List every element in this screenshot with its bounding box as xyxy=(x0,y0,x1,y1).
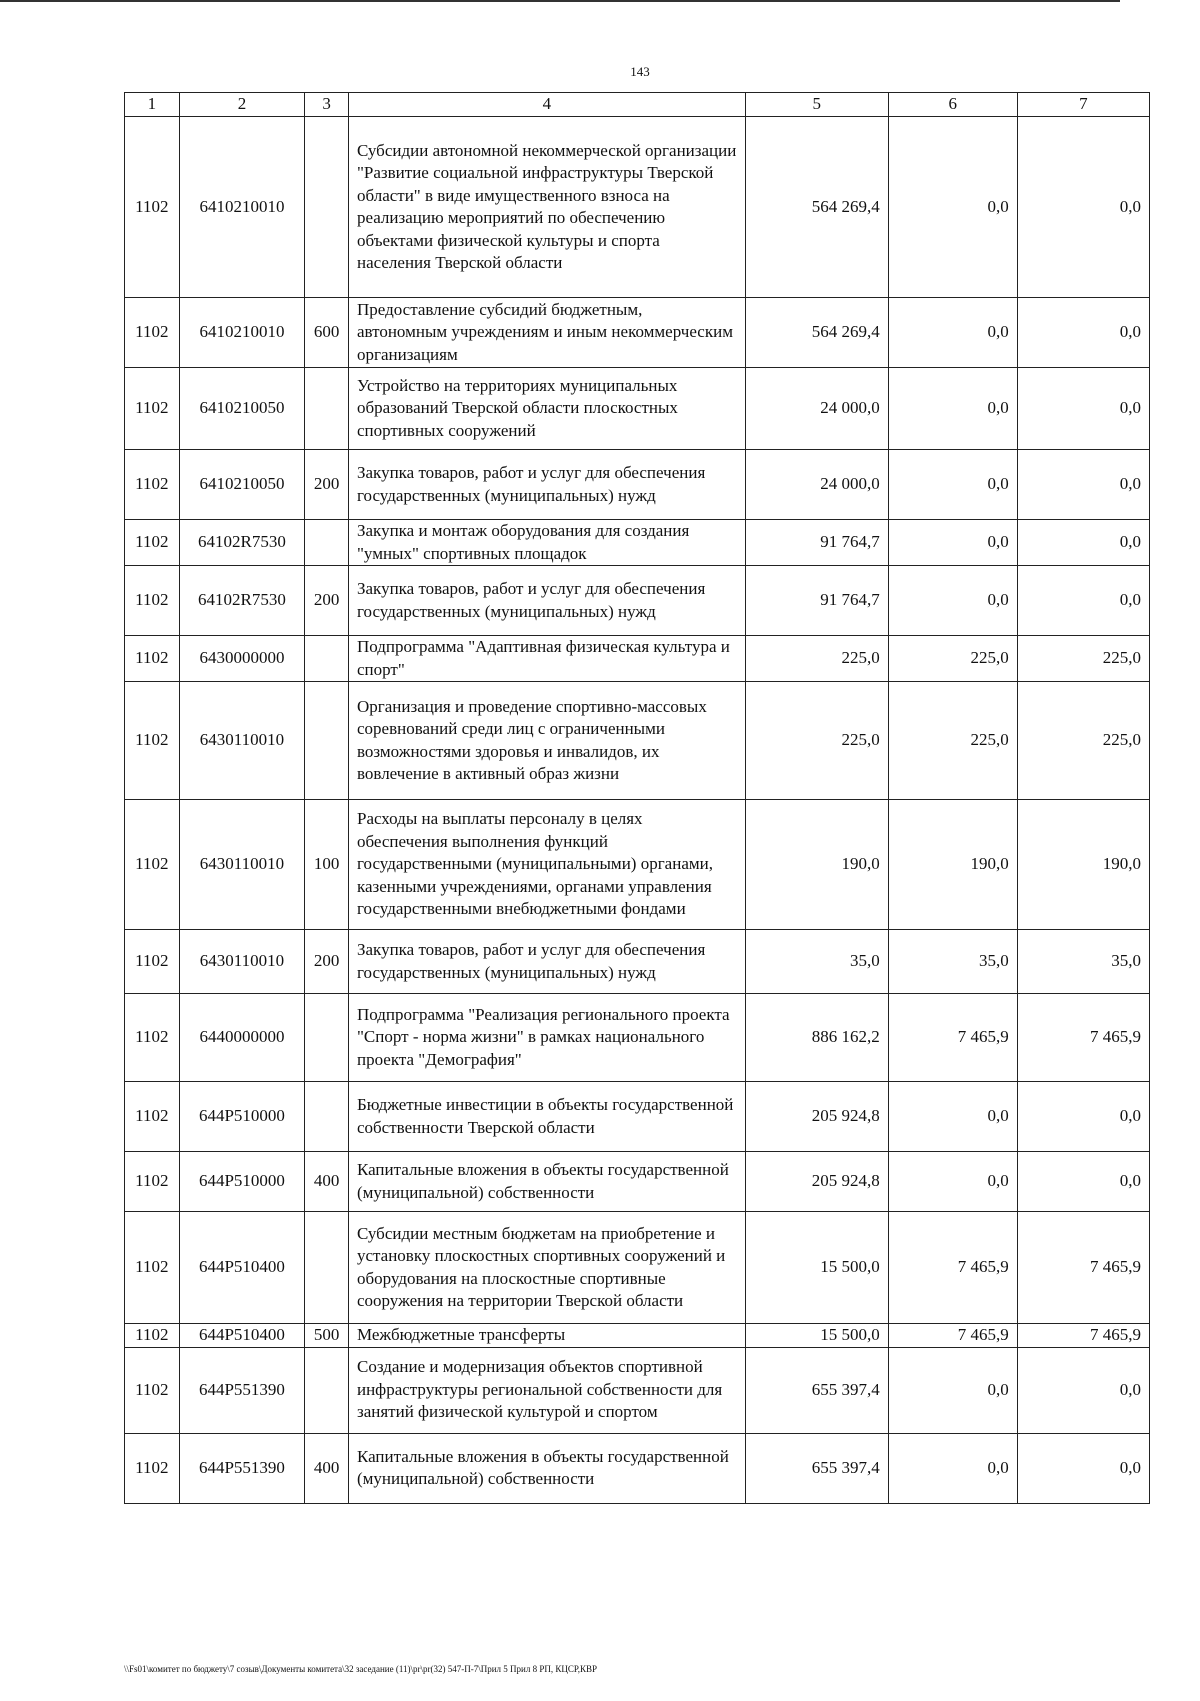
amount-col6-cell: 0,0 xyxy=(888,1347,1017,1433)
table-row xyxy=(125,566,1150,636)
table-row xyxy=(125,1212,1150,1324)
amount-col6-cell: 0,0 xyxy=(888,117,1017,298)
amount-col7-cell: 0,0 xyxy=(1017,117,1149,298)
table-row xyxy=(125,450,1150,520)
budget-table xyxy=(124,92,1150,1504)
description-cell: Капитальные вложения в объекты государственной (муниципальной) собственности xyxy=(348,1152,745,1212)
amount-col5-cell: 205 924,8 xyxy=(745,1152,888,1212)
amount-col6-cell: 7 465,9 xyxy=(888,1212,1017,1324)
description-cell: Подпрограмма "Реализация регионального проекта "Спорт - норма жизни" в рамках национального проекта "Демография" xyxy=(348,994,745,1082)
amount-col7-cell: 0,0 xyxy=(1017,1082,1149,1152)
amount-col5-cell: 564 269,4 xyxy=(745,298,888,368)
amount-col6-cell: 225,0 xyxy=(888,682,1017,800)
target-article-cell: 6410210010 xyxy=(179,117,305,298)
amount-col6-cell: 190,0 xyxy=(888,800,1017,930)
expense-type-cell xyxy=(305,1082,349,1152)
section-code-cell: 1102 xyxy=(125,566,180,636)
description-cell: Субсидии местным бюджетам на приобретение и установку плоскостных спортивных сооружений и оборудования на плоскостные спортивные сооружения на территории Тверской области xyxy=(348,1212,745,1324)
amount-col7-cell: 0,0 xyxy=(1017,450,1149,520)
amount-col7-cell: 0,0 xyxy=(1017,1152,1149,1212)
amount-col7-cell: 0,0 xyxy=(1017,298,1149,368)
section-code-cell: 1102 xyxy=(125,636,180,682)
expense-type-cell: 600 xyxy=(305,298,349,368)
amount-col7-cell: 0,0 xyxy=(1017,520,1149,566)
amount-col6-cell: 0,0 xyxy=(888,1082,1017,1152)
amount-col7-cell: 225,0 xyxy=(1017,682,1149,800)
amount-col6-cell: 0,0 xyxy=(888,368,1017,450)
description-cell: Капитальные вложения в объекты государственной (муниципальной) собственности xyxy=(348,1433,745,1503)
expense-type-cell xyxy=(305,994,349,1082)
section-code-cell: 1102 xyxy=(125,1152,180,1212)
expense-type-cell xyxy=(305,368,349,450)
amount-col6-cell: 0,0 xyxy=(888,450,1017,520)
amount-col7-cell: 0,0 xyxy=(1017,1433,1149,1503)
amount-col6-cell: 0,0 xyxy=(888,566,1017,636)
amount-col5-cell: 24 000,0 xyxy=(745,368,888,450)
footer-file-path: \\Fs01\комитет по бюджету\7 созыв\Документы комитета\32 заседание (11)\pr\pr(32) 547-П-7\Прил 5 Прил 8 РП, КЦСР,КВР xyxy=(124,1664,597,1674)
table-row xyxy=(125,1082,1150,1152)
amount-col7-cell: 190,0 xyxy=(1017,800,1149,930)
section-code-cell: 1102 xyxy=(125,930,180,994)
section-code-cell: 1102 xyxy=(125,1082,180,1152)
amount-col7-cell: 0,0 xyxy=(1017,368,1149,450)
description-cell: Субсидии автономной некоммерческой организации "Развитие социальной инфраструктуры Тверской области" в виде имущественного взноса на реализацию мероприятий по обеспечению объектами физической культуры и спорта населения Тверской области xyxy=(348,117,745,298)
amount-col7-cell: 0,0 xyxy=(1017,566,1149,636)
amount-col5-cell: 91 764,7 xyxy=(745,520,888,566)
table-row xyxy=(125,994,1150,1082)
target-article-cell: 644P510000 xyxy=(179,1082,305,1152)
amount-col5-cell: 564 269,4 xyxy=(745,117,888,298)
column-header-7: 7 xyxy=(1017,93,1149,117)
amount-col6-cell: 0,0 xyxy=(888,1152,1017,1212)
target-article-cell: 644P510000 xyxy=(179,1152,305,1212)
description-cell: Предоставление субсидий бюджетным, автономным учреждениям и иным некоммерческим организациям xyxy=(348,298,745,368)
target-article-cell: 6430110010 xyxy=(179,682,305,800)
expense-type-cell xyxy=(305,636,349,682)
amount-col6-cell: 35,0 xyxy=(888,930,1017,994)
expense-type-cell: 200 xyxy=(305,930,349,994)
amount-col5-cell: 655 397,4 xyxy=(745,1347,888,1433)
section-code-cell: 1102 xyxy=(125,800,180,930)
amount-col7-cell: 0,0 xyxy=(1017,1347,1149,1433)
target-article-cell: 644P510400 xyxy=(179,1212,305,1324)
expense-type-cell xyxy=(305,117,349,298)
expense-type-cell: 200 xyxy=(305,566,349,636)
amount-col6-cell: 7 465,9 xyxy=(888,1324,1017,1348)
expense-type-cell: 200 xyxy=(305,450,349,520)
page-number: 143 xyxy=(630,64,650,79)
target-article-cell: 644P510400 xyxy=(179,1324,305,1348)
target-article-cell: 6410210010 xyxy=(179,298,305,368)
expense-type-cell: 400 xyxy=(305,1152,349,1212)
expense-type-cell xyxy=(305,682,349,800)
amount-col5-cell: 15 500,0 xyxy=(745,1324,888,1348)
table-row xyxy=(125,682,1150,800)
target-article-cell: 6430110010 xyxy=(179,930,305,994)
amount-col5-cell: 886 162,2 xyxy=(745,994,888,1082)
description-cell: Создание и модернизация объектов спортивной инфраструктуры региональной собственности для занятий физической культурой и спортом xyxy=(348,1347,745,1433)
target-article-cell: 6410210050 xyxy=(179,450,305,520)
section-code-cell: 1102 xyxy=(125,298,180,368)
scan-edge-line xyxy=(0,0,1120,2)
description-cell: Подпрограмма "Адаптивная физическая культура и спорт" xyxy=(348,636,745,682)
column-header-6: 6 xyxy=(888,93,1017,117)
amount-col5-cell: 205 924,8 xyxy=(745,1082,888,1152)
target-article-cell: 6440000000 xyxy=(179,994,305,1082)
amount-col5-cell: 225,0 xyxy=(745,682,888,800)
table-row xyxy=(125,1324,1150,1348)
column-header-2: 2 xyxy=(179,93,305,117)
section-code-cell: 1102 xyxy=(125,450,180,520)
description-cell: Закупка товаров, работ и услуг для обеспечения государственных (муниципальных) нужд xyxy=(348,566,745,636)
table-row xyxy=(125,298,1150,368)
table-row xyxy=(125,1433,1150,1503)
table-row xyxy=(125,800,1150,930)
expense-type-cell xyxy=(305,520,349,566)
description-cell: Организация и проведение спортивно-массовых соревнований среди лиц с ограниченными возможностями здоровья и инвалидов, их вовлечение в активный образ жизни xyxy=(348,682,745,800)
target-article-cell: 64102R7530 xyxy=(179,520,305,566)
description-cell: Устройство на территориях муниципальных образований Тверской области плоскостных спортивных сооружений xyxy=(348,368,745,450)
section-code-cell: 1102 xyxy=(125,1347,180,1433)
amount-col7-cell: 225,0 xyxy=(1017,636,1149,682)
description-cell: Закупка и монтаж оборудования для создания "умных" спортивных площадок xyxy=(348,520,745,566)
section-code-cell: 1102 xyxy=(125,520,180,566)
expense-type-cell: 500 xyxy=(305,1324,349,1348)
description-cell: Бюджетные инвестиции в объекты государственной собственности Тверской области xyxy=(348,1082,745,1152)
amount-col5-cell: 91 764,7 xyxy=(745,566,888,636)
amount-col6-cell: 0,0 xyxy=(888,298,1017,368)
table-row xyxy=(125,117,1150,298)
amount-col5-cell: 15 500,0 xyxy=(745,1212,888,1324)
table-row xyxy=(125,1152,1150,1212)
section-code-cell: 1102 xyxy=(125,682,180,800)
target-article-cell: 6410210050 xyxy=(179,368,305,450)
amount-col6-cell: 7 465,9 xyxy=(888,994,1017,1082)
expense-type-cell: 400 xyxy=(305,1433,349,1503)
column-header-5: 5 xyxy=(745,93,888,117)
section-code-cell: 1102 xyxy=(125,994,180,1082)
target-article-cell: 6430110010 xyxy=(179,800,305,930)
section-code-cell: 1102 xyxy=(125,1433,180,1503)
column-number-row xyxy=(125,93,1150,117)
description-cell: Межбюджетные трансферты xyxy=(348,1324,745,1348)
amount-col5-cell: 225,0 xyxy=(745,636,888,682)
table-body xyxy=(125,117,1150,1504)
table-row xyxy=(125,930,1150,994)
expense-type-cell xyxy=(305,1212,349,1324)
amount-col7-cell: 7 465,9 xyxy=(1017,1324,1149,1348)
amount-col5-cell: 190,0 xyxy=(745,800,888,930)
description-cell: Закупка товаров, работ и услуг для обеспечения государственных (муниципальных) нужд xyxy=(348,930,745,994)
section-code-cell: 1102 xyxy=(125,117,180,298)
description-cell: Расходы на выплаты персоналу в целях обеспечения выполнения функций государственными (муниципальными) органами, казенными учреждениями, органами управления государственными внебюджетными фондами xyxy=(348,800,745,930)
table-row xyxy=(125,368,1150,450)
amount-col6-cell: 0,0 xyxy=(888,1433,1017,1503)
column-header-1: 1 xyxy=(125,93,180,117)
section-code-cell: 1102 xyxy=(125,1324,180,1348)
amount-col7-cell: 7 465,9 xyxy=(1017,994,1149,1082)
expense-type-cell xyxy=(305,1347,349,1433)
amount-col5-cell: 655 397,4 xyxy=(745,1433,888,1503)
amount-col6-cell: 0,0 xyxy=(888,520,1017,566)
section-code-cell: 1102 xyxy=(125,1212,180,1324)
description-cell: Закупка товаров, работ и услуг для обеспечения государственных (муниципальных) нужд xyxy=(348,450,745,520)
amount-col7-cell: 35,0 xyxy=(1017,930,1149,994)
target-article-cell: 644P551390 xyxy=(179,1433,305,1503)
amount-col6-cell: 225,0 xyxy=(888,636,1017,682)
target-article-cell: 644P551390 xyxy=(179,1347,305,1433)
table-row xyxy=(125,636,1150,682)
table-row xyxy=(125,520,1150,566)
target-article-cell: 64102R7530 xyxy=(179,566,305,636)
section-code-cell: 1102 xyxy=(125,368,180,450)
table-row xyxy=(125,1347,1150,1433)
column-header-4: 4 xyxy=(348,93,745,117)
expense-type-cell: 100 xyxy=(305,800,349,930)
target-article-cell: 6430000000 xyxy=(179,636,305,682)
amount-col5-cell: 35,0 xyxy=(745,930,888,994)
column-header-3: 3 xyxy=(305,93,349,117)
amount-col7-cell: 7 465,9 xyxy=(1017,1212,1149,1324)
amount-col5-cell: 24 000,0 xyxy=(745,450,888,520)
